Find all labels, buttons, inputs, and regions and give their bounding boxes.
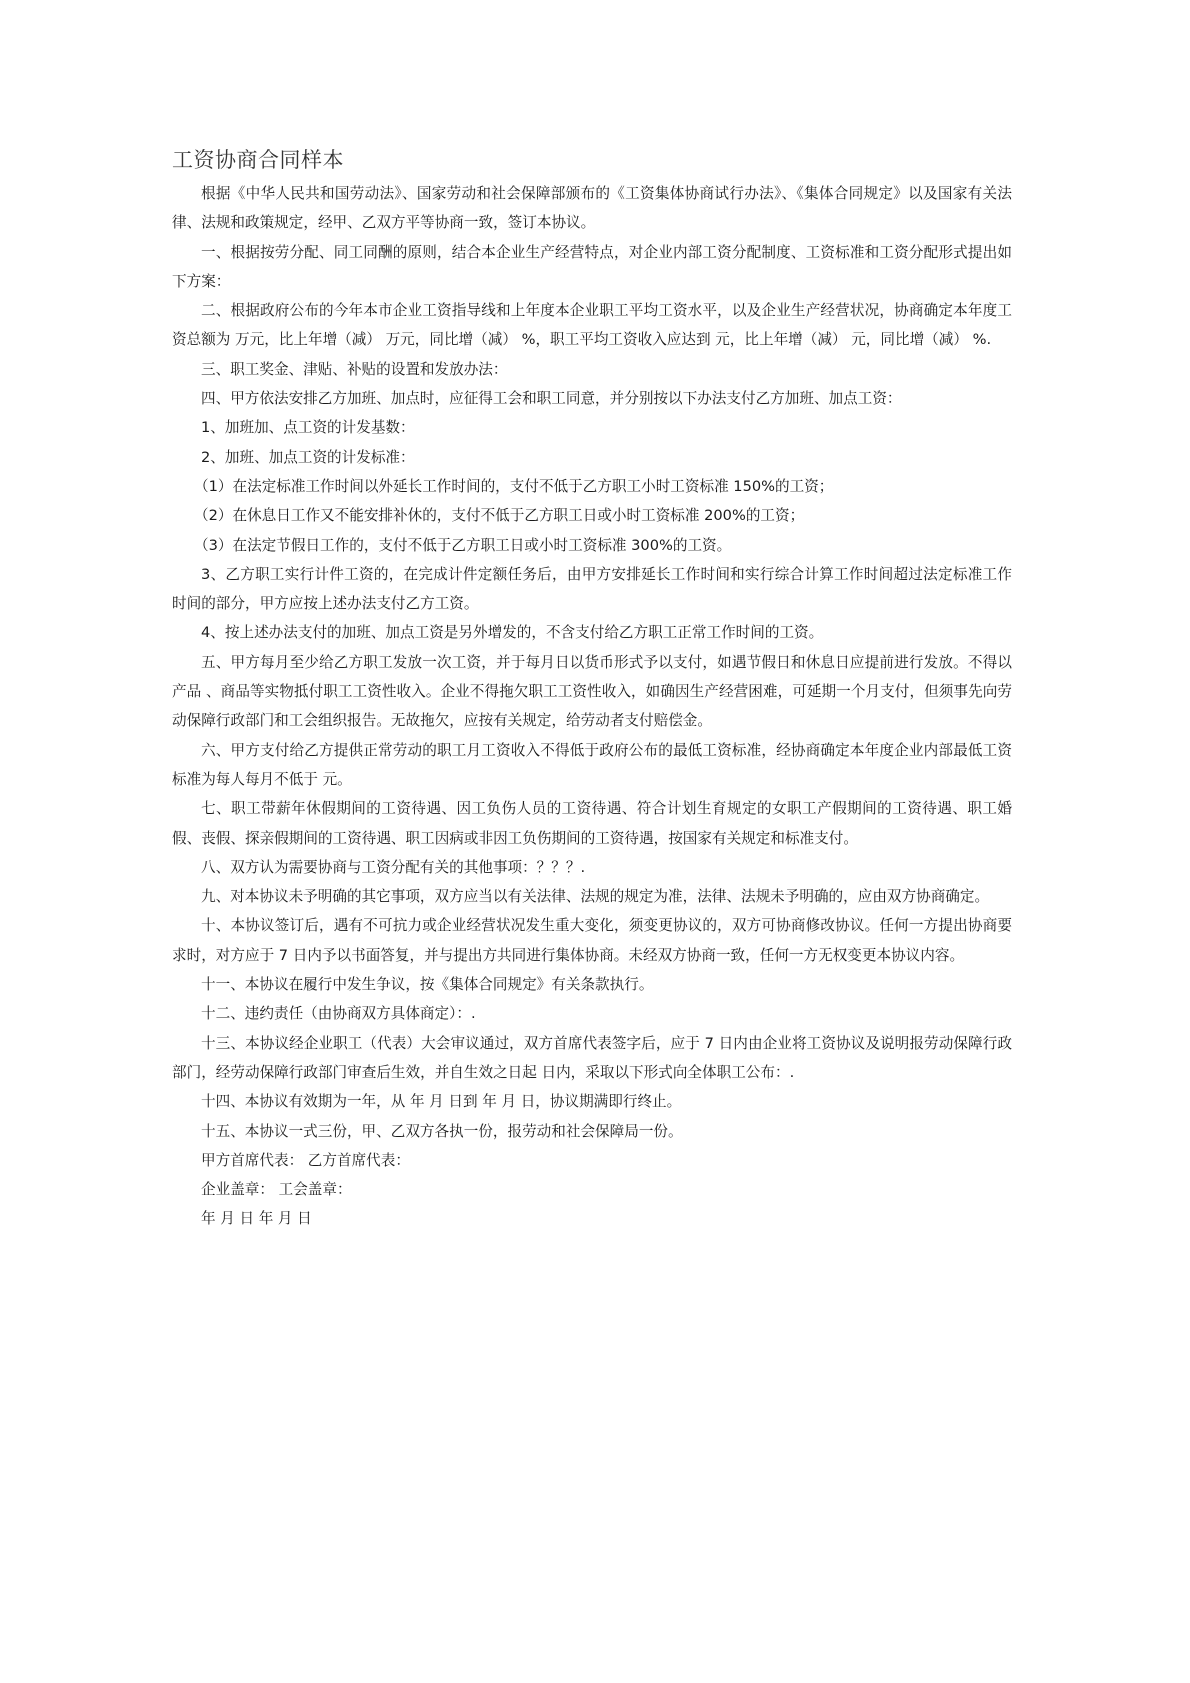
document-title: 工资协商合同样本 bbox=[172, 148, 344, 172]
clause-4-item-2-sub-2: （2）在休息日工作又不能安排补休的，支付不低于乙方职工日或小时工资标准 200%的工资； bbox=[194, 507, 805, 525]
clause-4-item-4: 4、按上述办法支付的加班、加点工资是另外增发的，不含支付给乙方职工正常工作时间的工资。 bbox=[201, 624, 824, 642]
document-page bbox=[172, 145, 1012, 1234]
clause-13: 十三、本协议经企业职工（代表）大会审议通过，双方首席代表签字后，应于 7 日内由企业将工资协议及说明报劳动保障行政部门，经劳动保障行政部门审查后生效，并自生效之日起 日内，采取以下形式向全体职工公布：. bbox=[172, 1034, 1012, 1081]
clause-8: 八、双方认为需要协商与工资分配有关的其他事项：？？？. bbox=[201, 858, 586, 876]
clause-4-item-3: 3、乙方职工实行计件工资的，在完成计件定额任务后，由甲方安排延长工作时间和实行综合计算工作时间超过法定标准工作时间的部分，甲方应按上述办法支付乙方工资。 bbox=[172, 565, 1012, 613]
clause-5: 五、甲方每月至少给乙方职工发放一次工资，并于每月日以货币形式予以支付，如遇节假日和休息日应提前进行发放。不得以产品 、商品等实物抵付职工工资性收入。企业不得拖欠职工工资性收入，如确因生产经营困难，可延期一个月支付，但须事先向劳动保障行政部门和工会组织报告。无故拖欠，应按有关规定，给劳动者支付赔偿金。 bbox=[172, 653, 1012, 730]
clause-4-item-2: 2、加班、加点工资的计发标准： bbox=[201, 448, 415, 466]
clause-12: 十二、违约责任（由协商双方具体商定）：. bbox=[201, 1005, 476, 1023]
clause-4-item-2-sub-3: （3）在法定节假日工作的，支付不低于乙方职工日或小时工资标准 300%的工资。 bbox=[194, 536, 732, 554]
clause-9: 九、对本协议未予明确的其它事项，双方应当以有关法律、法规的规定为准，法律、法规未予明确的，应由双方协商确定。 bbox=[201, 888, 990, 906]
clause-11: 十一、本协议在履行中发生争议，按《集体合同规定》有关条款执行。 bbox=[201, 976, 654, 994]
clause-3: 三、职工奖金、津贴、补贴的设置和发放办法： bbox=[201, 360, 508, 378]
clause-4-item-2-sub-1: （1）在法定标准工作时间以外延长工作时间的，支付不低于乙方职工小时工资标准 150%的工资； bbox=[194, 477, 834, 495]
signature-dates: 年 月 日 年 月 日 bbox=[201, 1210, 312, 1228]
signature-seals: 企业盖章： 工会盖章： bbox=[201, 1181, 352, 1199]
preamble-paragraph: 根据《中华人民共和国劳动法》、国家劳动和社会保障部颁布的《工资集体协商试行办法》、《集体合同规定》以及国家有关法律、法规和政策规定，经甲、乙双方平等协商一致，签订本协议。 bbox=[172, 185, 1012, 232]
clause-15: 十五、本协议一式三份，甲、乙双方各执一份，报劳动和社会保障局一份。 bbox=[201, 1122, 683, 1140]
signature-representatives: 甲方首席代表： 乙方首席代表： bbox=[201, 1151, 410, 1169]
clause-2: 二、根据政府公布的今年本市企业工资指导线和上年度本企业职工平均工资水平，以及企业生产经营状况，协商确定本年度工资总额为 万元，比上年增（减） 万元，同比增（减） %，职工平均工资收入应达到 元，比上年增（减） 元，同比增（减） %. bbox=[172, 302, 1012, 349]
clause-10: 十、本协议签订后，遇有不可抗力或企业经营状况发生重大变化，须变更协议的，双方可协商修改协议。任何一方提出协商要求时，对方应于 7 日内予以书面答复，并与提出方共同进行集体协商。未经双方协商一致，任何一方无权变更本协议内容。 bbox=[172, 917, 1012, 964]
clause-1: 一、根据按劳分配、同工同酬的原则，结合本企业生产经营特点，对企业内部工资分配制度、工资标准和工资分配形式提出如下方案： bbox=[172, 243, 1012, 290]
clause-14: 十四、本协议有效期为一年，从 年 月 日到 年 月 日，协议期满即行终止。 bbox=[201, 1093, 682, 1111]
clause-4: 四、甲方依法安排乙方加班、加点时，应征得工会和职工同意，并分别按以下办法支付乙方加班、加点工资： bbox=[201, 390, 902, 408]
clause-6: 六、甲方支付给乙方提供正常劳动的职工月工资收入不得低于政府公布的最低工资标准，经协商确定本年度企业内部最低工资标准为每人每月不低于 元。 bbox=[172, 741, 1012, 788]
clause-4-item-1: 1、加班加、点工资的计发基数： bbox=[201, 419, 415, 437]
clause-7: 七、职工带薪年休假期间的工资待遇、因工负伤人员的工资待遇、符合计划生育规定的女职工产假期间的工资待遇、职工婚假、丧假、探亲假期间的工资待遇、职工因病或非因工负伤期间的工资待遇，按国家有关规定和标准支付。 bbox=[172, 800, 1012, 847]
